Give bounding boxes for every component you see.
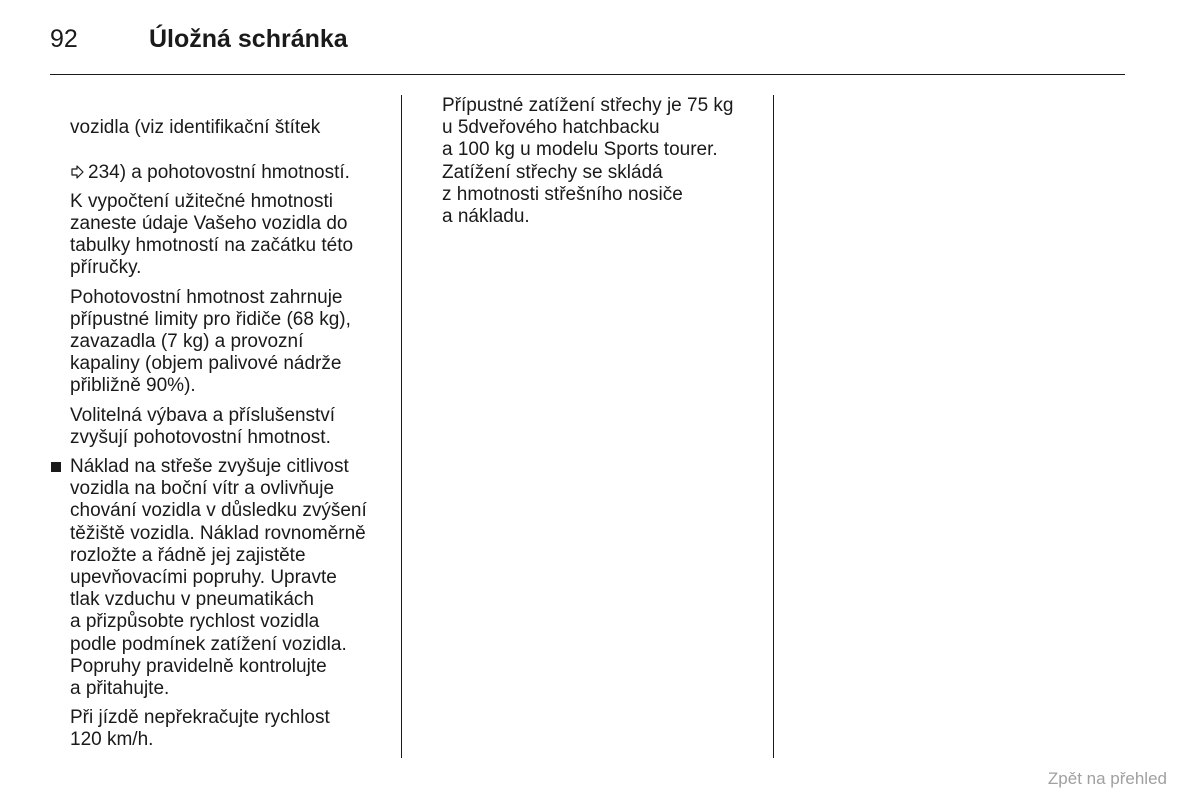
arrow-right-outline-icon	[70, 165, 84, 179]
header-rule	[50, 74, 1125, 75]
back-to-overview-link[interactable]: Zpět na přehled	[1047, 769, 1167, 788]
text-column-1	[70, 95, 390, 759]
paragraph-curb-weight: Pohotovostní hmotnost zahrnuje přípustné limity pro řidiče (68 kg), zavazadla (7 kg) a provozní kapaliny (objem palivové nádrže přibližně 90%).	[70, 286, 351, 397]
paragraph-optional-equipment: Volitelná výbava a příslušenství zvyšují pohotovostní hmotnost.	[70, 404, 336, 448]
bullet-text: Náklad na střeše zvyšuje citlivost vozidla na boční vítr a ovlivňuje chování vozidla v důsledku zvýšení těžiště vozidla. Náklad rovnoměrně rozložte a řádně jej zajistěte upevňovacími popruhy. Upravte tlak vzduchu v pneumatikách a přizpůsobte rychlost vozidla podle podmínek zatížení vozidla. Popruhy pravidelně kontrolujte a přitahujte.	[70, 456, 367, 700]
paragraph-speed-limit: Při jízdě nepřekračujte rychlost 120 km/h.	[70, 707, 330, 751]
column-divider-2	[773, 95, 774, 758]
page-title: Úložná schránka	[149, 25, 348, 53]
cross-reference-text: 234) a pohotovostní hmotností.	[88, 161, 350, 183]
page-number: 92	[50, 25, 78, 53]
square-bullet-icon	[51, 462, 61, 472]
bullet-roof-load	[70, 456, 390, 700]
paragraph-line: vozidla (viz identifikační štítek	[70, 117, 321, 139]
paragraph-roof-load-limit: Přípustné zatížení střechy je 75 kg u 5dveřového hatchbacku a 100 kg u modelu Sports tourer. Zatížení střechy se skládá z hmotnosti střešního nosiče a nákladu.	[442, 95, 734, 228]
paragraph-payload-calculation: K vypočtení užitečné hmotnosti zaneste údaje Vašeho vozidla do tabulky hmotností na začátku této příručky.	[70, 190, 354, 279]
paragraph-vehicle-id-reference	[70, 95, 390, 184]
column-divider-1	[401, 95, 402, 758]
text-column-2	[442, 95, 762, 235]
cross-reference-link[interactable]	[70, 162, 350, 183]
